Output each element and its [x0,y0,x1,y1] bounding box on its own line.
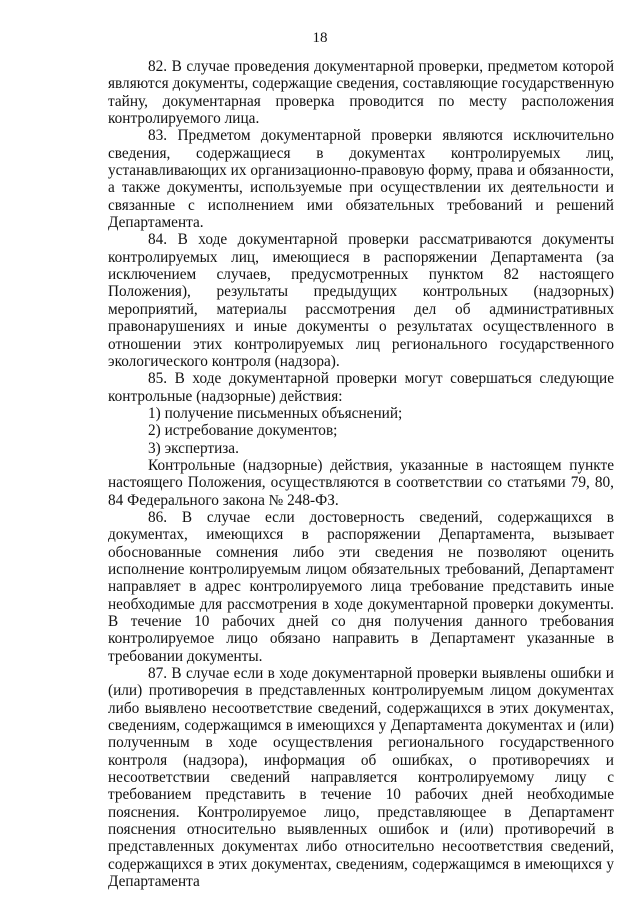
document-body [108,58,614,891]
paragraph-86: 86. В случае если достоверность сведений, содержащихся в документах, имеющихся в распоряжении Департамента, вызывает обоснованные сомнения либо эти сведения не позволяют оценить исполнение контролируемым лицом обязательных требований, Департамент направляет в адрес контролируемого лица требование представить иные необходимые для рассмотрения в ходе документарной проверки документы. В течение 10 рабочих дней со дня получения данного требования контролируемое лицо обязано направить в Департамент указанные в требовании документы. [108,508,614,665]
paragraph-85: 85. В ходе документарной проверки могут совершаться следующие контрольные (надзорные) действия: [108,370,614,405]
paragraph-87: 87. В случае если в ходе документарной проверки выявлены ошибки и (или) противоречия в представленных контролируемым лицом документах либо выявлено несоответствие сведений, содержащихся в этих документах, сведениям, содержащимся в имеющихся у Департамента документах и (или) полученным в ходе осуществления регионального государственного контроля (надзора), информация об ошибках, о противоречиях и несоответствии сведений направляется контролируемому лицу с требованием представить в течение 10 рабочих дней необходимые пояснения. Контролируемое лицо, представляющее в Департамент пояснения относительно выявленных ошибок и (или) противоречий в представленных документах либо относительно несоответствия сведений, содержащихся в этих документах, сведениям, содержащимся в имеющихся у Департамента [108,665,614,891]
list-item-2: 2) истребование документов; [148,422,338,440]
page-number: 18 [312,30,328,46]
paragraph-82: 82. В случае проведения документарной проверки, предметом которой являются документы, содержащие сведения, составляющие государственную тайну, документарная проверка проводится по месту расположения контролируемого лица. [108,58,614,128]
list-item-3: 3) экспертиза. [148,439,239,457]
paragraph-83: 83. Предметом документарной проверки являются исключительно сведения, содержащиеся в документах контролируемых лиц, устанавливающих их организационно-правовую форму, права и обязанности, а также документы, используемые при осуществлении их деятельности и связанные с исполнением ими обязательных требований и решений Департамента. [108,127,614,232]
paragraph-84: 84. В ходе документарной проверки рассматриваются документы контролируемых лиц, имеющиеся в распоряжении Департамента (за исключением случаев, предусмотренных пунктом 82 настоящего Положения), результаты предыдущих контрольных (надзорных) мероприятий, материалы рассмотрения дел об административных правонарушениях и иные документы о результатах осуществленного в отношении этих контролируемых лиц регионального государственного экологического контроля (надзора). [108,231,614,370]
paragraph-85-note: Контрольные (надзорные) действия, указанные в настоящем пункте настоящего Положения, осуществляются в соответствии со статьями 79, 80, 84 Федерального закона № 248-ФЗ. [108,456,614,509]
list-item-1: 1) получение письменных объяснений; [148,404,403,422]
